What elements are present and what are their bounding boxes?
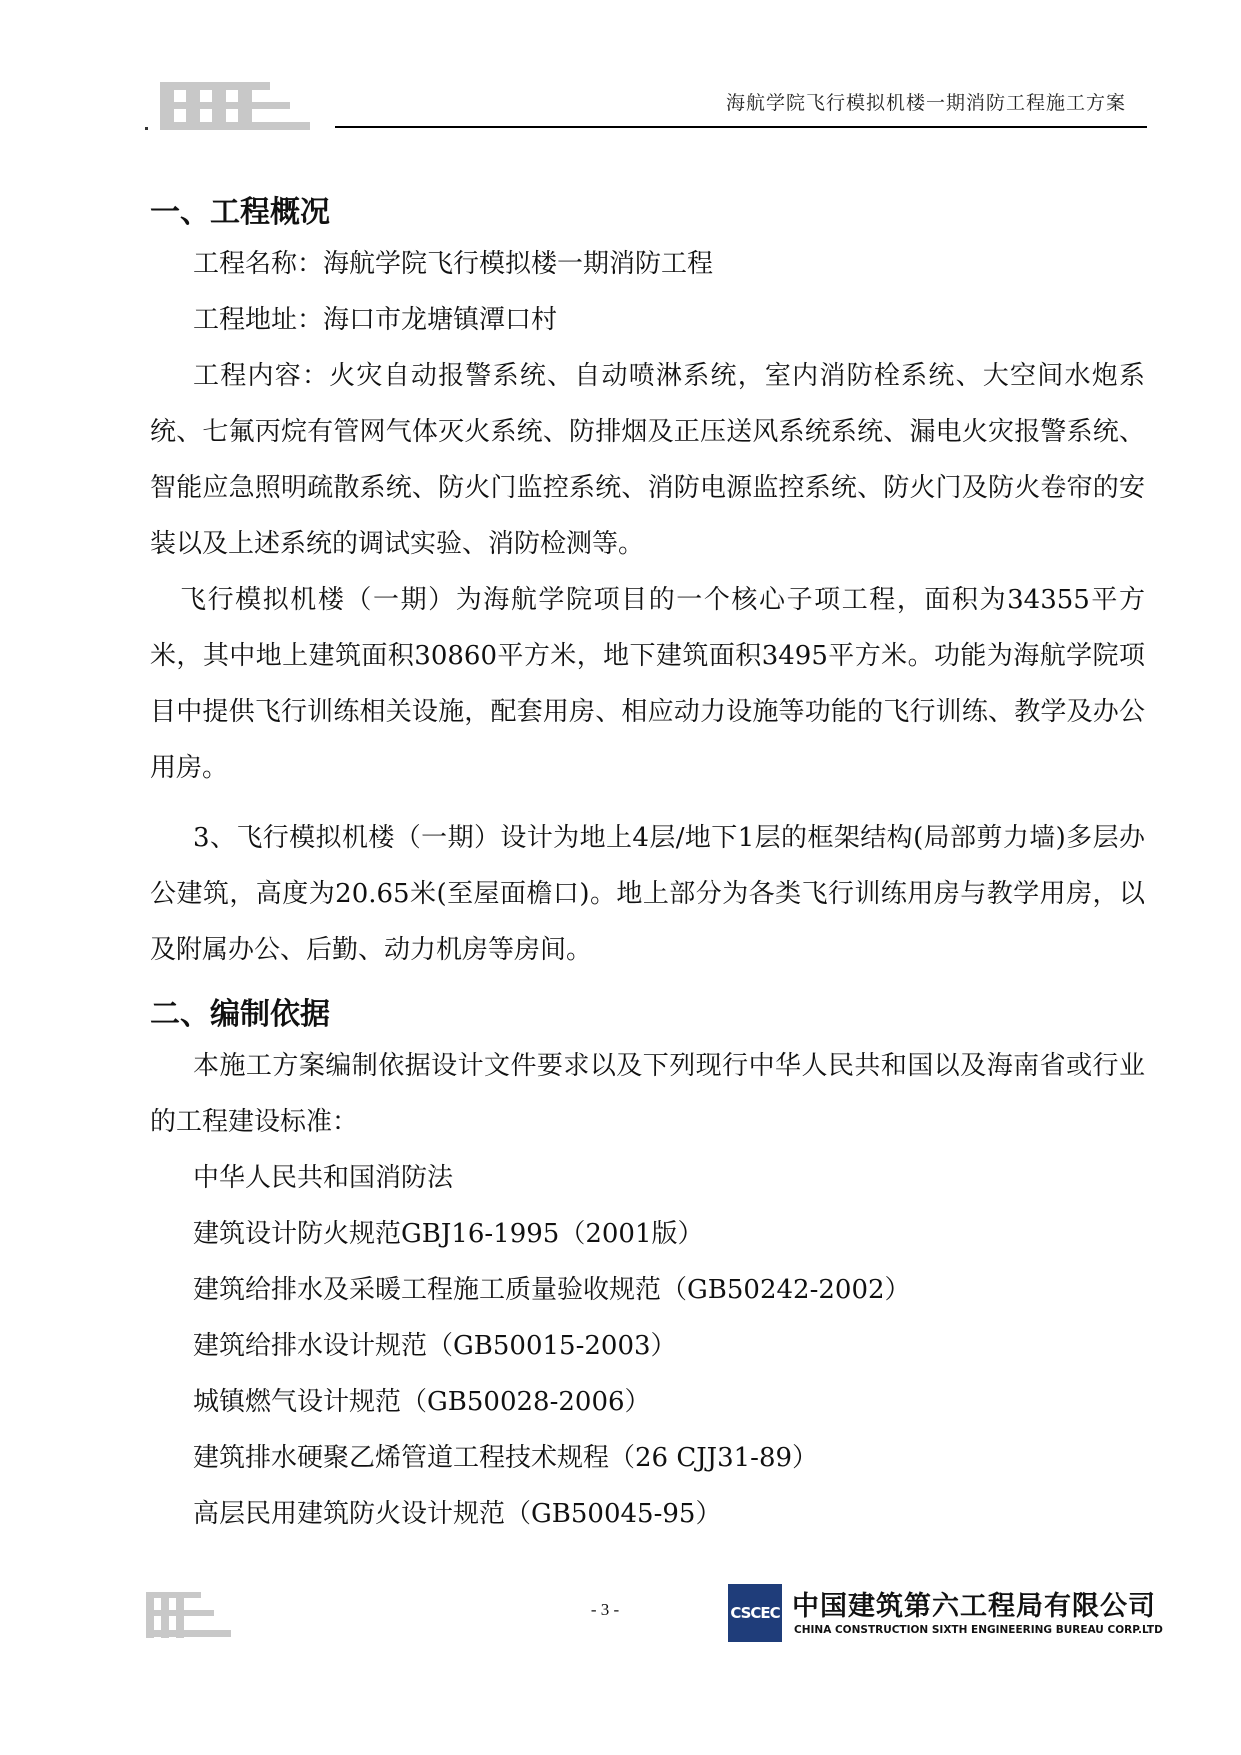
project-structure-paragraph: 3、飞行模拟机楼（一期）设计为地上4层/地下1层的框架结构(局部剪力墙)多层办公建筑，高度为20.65米(至屋面檐口)。地上部分为各类飞行训练用房与教学用房，以及附属办公、后勤、动力机房等房间。 <box>150 823 1145 965</box>
project-area-paragraph: 飞行模拟机楼（一期）为海航学院项目的一个核心子项工程，面积为34355平方米，其中地上建筑面积30860平方米，地下建筑面积3495平方米。功能为海航学院项目中提供飞行训练相关设施，配套用房、相应动力设施等功能的飞行训练、教学及办公用房。 <box>150 585 1145 783</box>
standard-item: 建筑给排水设计规范（GB50015-2003） <box>193 1331 677 1361</box>
standard-item: 建筑设计防火规范GBJ16-1995（2001版） <box>193 1219 704 1249</box>
header-rule <box>335 126 1147 128</box>
basis-intro: 本施工方案编制依据设计文件要求以及下列现行中华人民共和国以及海南省或行业的工程建设标准： <box>150 1051 1145 1137</box>
section-heading-basis: 二、编制依据 <box>150 997 330 1032</box>
header-title: 海航学院飞行模拟机楼一期消防工程施工方案 <box>725 92 1126 114</box>
header-logo-icon <box>160 78 310 134</box>
project-content: 工程内容：火灾自动报警系统、自动喷淋系统，室内消防栓系统、大空间水炮系统、七氟丙烷有管网气体灭火系统、防排烟及正压送风系统系统、漏电火灾报警系统、智能应急照明疏散系统、防火门监控系统、消防电源监控系统、防火门及防火卷帘的安装以及上述系统的调试实验、消防检测等。 <box>150 361 1145 559</box>
standard-item: 中华人民共和国消防法 <box>193 1163 454 1193</box>
page-number: - 3 - <box>590 1600 620 1619</box>
footer-logo-icon <box>146 1590 231 1642</box>
standard-item: 建筑排水硬聚乙烯管道工程技术规程（26 CJJ31-89） <box>193 1443 819 1473</box>
company-name-cn: 中国建筑第六工程局有限公司 <box>792 1591 1156 1622</box>
project-address: 工程地址：海口市龙塘镇潭口村 <box>193 305 558 335</box>
company-name-en: CHINA CONSTRUCTION SIXTH ENGINEERING BUREAU CORP.LTD <box>794 1624 1163 1636</box>
company-logo <box>728 1584 1163 1646</box>
cscec-logo-icon: CSCEC <box>728 1584 782 1642</box>
standard-item: 建筑给排水及采暖工程施工质量验收规范（GB50242-2002） <box>193 1275 911 1305</box>
section-heading-overview: 一、工程概况 <box>150 195 330 230</box>
project-name: 工程名称：海航学院飞行模拟楼一期消防工程 <box>193 249 714 279</box>
header-dot <box>145 127 148 130</box>
standard-item: 城镇燃气设计规范（GB50028-2006） <box>193 1387 651 1417</box>
standard-item: 高层民用建筑防火设计规范（GB50045-95） <box>193 1499 722 1529</box>
document-body <box>150 190 1145 1542</box>
